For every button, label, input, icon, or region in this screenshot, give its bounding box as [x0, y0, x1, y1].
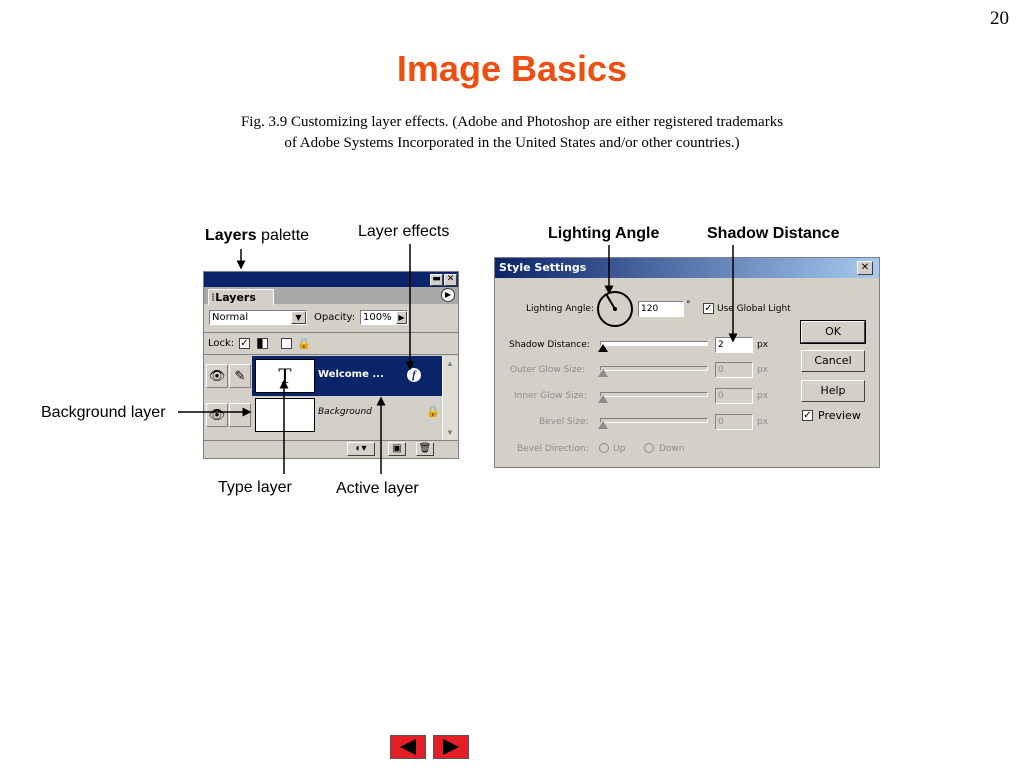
px-unit: px — [757, 391, 769, 401]
caption-line-2: of Adobe Systems Incorporated in the United States and/or other countries.) — [284, 135, 740, 151]
arrow-right-icon — [434, 736, 468, 758]
layer-name: Background — [318, 407, 372, 417]
page-number: 20 — [990, 8, 1009, 29]
use-global-light-checkbox[interactable]: ✓ — [704, 303, 713, 314]
use-global-light-label: Use Global Light — [717, 304, 791, 314]
close-button[interactable]: ✕ — [857, 261, 873, 275]
layer-lock-icon: 🔒 — [426, 406, 440, 418]
callout-active-layer: Active layer — [336, 480, 419, 497]
preview-label: Preview — [818, 409, 861, 422]
caption-line-1: Fig. 3.9 Customizing layer effects. (Adobe and Photoshop are either registered trademarks — [240, 114, 784, 130]
callout-lighting-angle: Lighting Angle — [548, 225, 660, 242]
callout-shadow-distance: Shadow Distance — [707, 225, 840, 242]
dialog-title: Style Settings — [499, 261, 587, 274]
opacity-arrow-icon[interactable]: ▶ — [396, 311, 407, 324]
help-button[interactable]: Help — [801, 380, 865, 402]
bevel-size-label: Bevel Size: — [539, 417, 589, 427]
callout-layer-effects: Layer effects — [358, 223, 450, 240]
bevel-down-label: Down — [659, 444, 685, 454]
brush-icon[interactable]: ✎ — [229, 364, 251, 388]
new-layer-button[interactable]: ▣ — [388, 442, 406, 456]
lock-all-icon[interactable]: 🔒 — [297, 338, 311, 350]
scroll-up-icon[interactable]: ▲ — [446, 359, 454, 368]
eye-icon[interactable]: 👁 — [206, 403, 228, 427]
lighting-angle-label: Lighting Angle: — [526, 304, 594, 314]
layer-effects-icon[interactable]: f — [407, 368, 421, 382]
opacity-value: 100% — [363, 312, 392, 323]
scroll-down-icon[interactable]: ▼ — [446, 428, 454, 437]
preview-checkbox[interactable]: ✓ — [803, 410, 812, 421]
type-layer-thumbnail: T — [255, 359, 315, 393]
outer-glow-input: 0 — [715, 362, 753, 378]
chevron-down-icon[interactable]: ▼ — [291, 311, 306, 324]
lock-label: Lock: — [208, 338, 235, 349]
ok-button[interactable]: OK — [801, 321, 865, 343]
next-slide-button[interactable] — [433, 735, 469, 759]
close-button[interactable]: ✕ — [444, 274, 457, 286]
tab-layers-label: Layers — [215, 291, 256, 304]
shadow-distance-label: Shadow Distance: — [509, 340, 590, 350]
add-layer-style-button[interactable]: ◐▾ — [347, 442, 375, 456]
callout-layers-bold: Layers — [205, 227, 257, 244]
bevel-direction-label: Bevel Direction: — [517, 444, 589, 454]
tab-layers[interactable]: ⁞Layers — [208, 289, 274, 305]
bevel-up-label: Up — [613, 444, 626, 454]
degree-symbol: ° — [686, 300, 691, 310]
px-unit: px — [757, 417, 769, 427]
bevel-size-input: 0 — [715, 414, 753, 430]
outer-glow-label: Outer Glow Size: — [510, 365, 586, 375]
inner-glow-input: 0 — [715, 388, 753, 404]
palette-menu-icon[interactable]: ▶ — [441, 288, 455, 302]
callout-background-layer: Background layer — [41, 404, 166, 421]
slide-title: Image Basics — [396, 48, 628, 89]
layer-name: Welcome ... — [318, 369, 384, 380]
px-unit: px — [757, 340, 769, 350]
shadow-distance-input[interactable]: 2 — [715, 337, 753, 353]
lighting-angle-input[interactable]: 120 — [638, 301, 684, 317]
arrow-left-icon — [391, 736, 425, 758]
px-unit: px — [757, 365, 769, 375]
inner-glow-label: Inner Glow Size: — [514, 391, 587, 401]
callout-layers-rest: palette — [256, 227, 310, 244]
delete-layer-button[interactable]: 🗑 — [416, 442, 434, 456]
lock-transparency-checkbox[interactable]: ✓ — [240, 338, 249, 349]
cancel-button[interactable]: Cancel — [801, 350, 865, 372]
callout-type-layer: Type layer — [218, 479, 292, 496]
opacity-label: Opacity: — [314, 312, 356, 323]
previous-slide-button[interactable] — [390, 735, 426, 759]
minimize-button[interactable]: ▬ — [430, 274, 443, 286]
eye-icon[interactable]: 👁 — [206, 364, 228, 388]
blend-mode-value: Normal — [212, 312, 249, 323]
